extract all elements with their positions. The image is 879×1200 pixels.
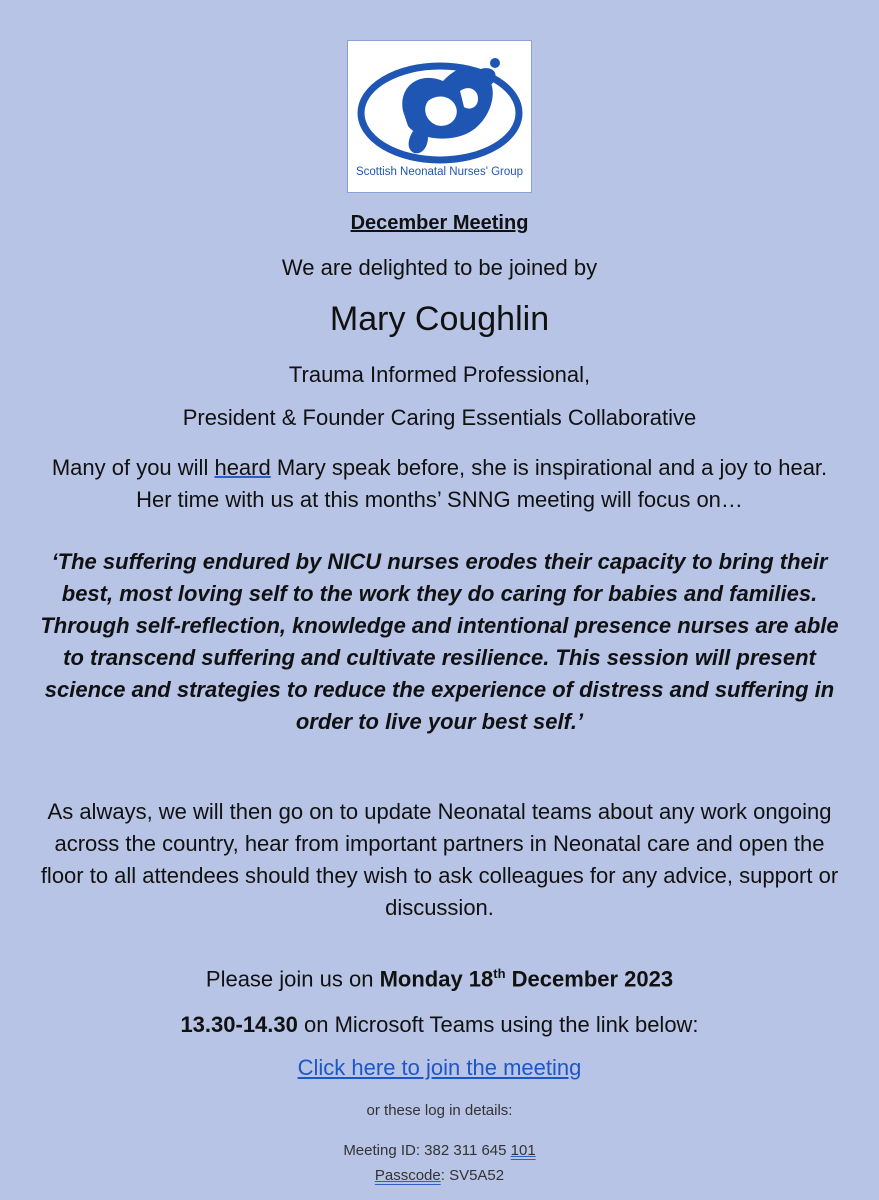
passcode-value: : SV5A52 (440, 1167, 505, 1184)
join-meeting-link[interactable]: Click here to join the meeting (297, 1055, 582, 1080)
passcode (0, 1167, 879, 1184)
speaker-role-1: Trauma Informed Professional, (288, 362, 591, 387)
passcode-label: Passcode (374, 1167, 441, 1184)
meeting-id (0, 1142, 879, 1159)
organization-name: Scottish Neonatal Nurses' Group (355, 166, 524, 178)
time-range: 13.30-14.30 (180, 1012, 298, 1037)
intro-paragraph-start: Many of you will (51, 455, 215, 480)
meeting-date (0, 966, 879, 992)
date-prefix: Please join us on (205, 966, 380, 992)
login-details-label: or these log in details: (366, 1102, 513, 1119)
baby-logo-icon (348, 41, 533, 166)
meeting-title: December Meeting (350, 212, 529, 234)
session-description-quote: ‘The suffering endured by NICU nurses erodes their capacity to bring their best, most loving self to the work they do caring for babies and families. Through self-reflection, knowledge and intentional presence nurses are able to transcend suffering and cultivate resilience. This session will present science and strategies to reduce the experience of distress and suffering in order to live your best self.’ (40, 549, 839, 734)
intro-paragraph-end: Mary speak before, she is inspirational and a joy to hear. Her time with us at this months’ SNNG meeting will focus on… (136, 455, 828, 512)
meeting-id-tail: 101 (510, 1142, 536, 1159)
intro-text: We are delighted to be joined by (281, 255, 598, 280)
date-day: Monday 18 (379, 966, 494, 992)
date-suffix: th (493, 966, 506, 981)
speaker-role-2: President & Founder Caring Essentials Collaborative (182, 405, 697, 430)
time-platform-text: on Microsoft Teams using the link below: (297, 1012, 699, 1037)
date-month-year: December 2023 (505, 966, 674, 992)
closing-paragraph: As always, we will then go on to update Neonatal teams about any work ongoing across the country, hear from important partners in Neonatal care and open the floor to all attendees should they wish to ask colleagues for any advice, support or discussion. (40, 799, 839, 920)
organization-logo (347, 40, 532, 193)
spellcheck-underlined-word: heard (214, 455, 271, 480)
meeting-id-label: Meeting ID: 382 311 645 (343, 1142, 511, 1159)
intro-paragraph (40, 452, 839, 516)
speaker-name: Mary Coughlin (329, 300, 550, 338)
meeting-time (0, 1012, 879, 1038)
